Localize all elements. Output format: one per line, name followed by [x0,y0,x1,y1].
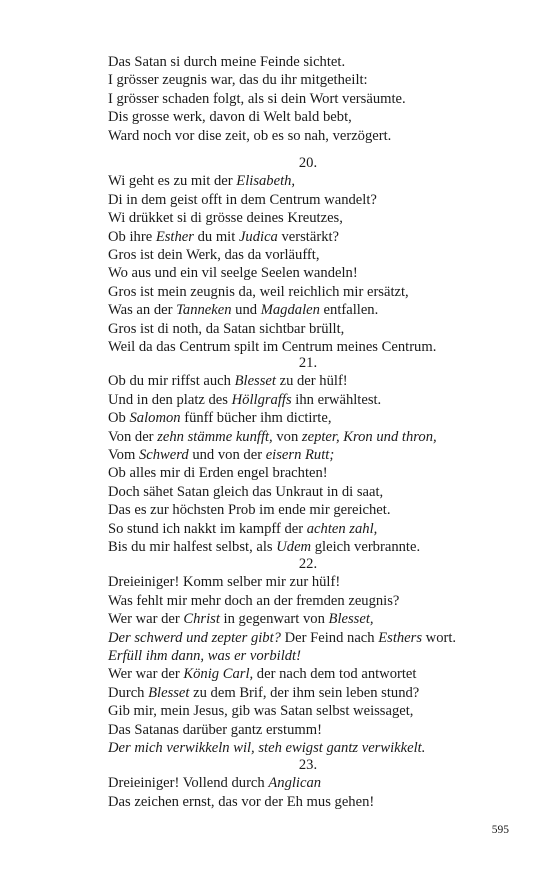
verse-line: Was an der Tanneken und Magdalen entfallen. [108,302,379,319]
verse-line: Was fehlt mir mehr doch an der fremden zeugnis? [108,592,400,609]
verse-line: Dis grosse werk, davon di Welt bald bebt, [108,109,352,126]
verse-line: Das zeichen ernst, das vor der Eh mus gehen! [108,793,375,810]
verse-line: Gros ist di noth, da Satan sichtbar brüllt, [108,320,345,337]
verse-line: Ob du mir riffst auch Blesset zu der hülf! [108,373,348,390]
verse-line: Und in den platz des Höllgraffs ihn erwähltest. [108,391,382,408]
stanza-20 [108,154,508,356]
verse-line: Wer war der Christ in gegenwart von Blesset, [108,611,374,628]
verse-line: Das Satanas darüber gantz erstumm! [108,721,322,738]
stanza-21 [108,354,508,556]
stanza-number: 23. [298,757,318,773]
verse-line: Weil da das Centrum spilt im Centrum meines Centrum. [108,338,437,355]
verse-line: Das Satan si durch meine Feinde sichtet. [108,54,346,70]
verse-line: Wi geht es zu mit der Elisabeth, [108,173,296,190]
intro-lines [108,53,508,145]
verse-line: Ward noch vor dise zeit, ob es so nah, verzögert. [108,127,392,144]
verse-line: Durch Blesset zu dem Brif, der ihm sein leben stund? [108,684,420,701]
stanza-22 [108,555,508,757]
verse-line: Ob ihre Esther du mit Judica verstärkt? [108,228,340,245]
verse-line: I grösser schaden folgt, als si dein Wort versäumte. [108,90,406,107]
verse-line: So stund ich nakkt im kampff der achten zahl, [108,520,378,537]
verse-line: Vom Schwerd und von der eisern Rutt; [108,446,335,463]
stanza-number: 21. [298,355,318,371]
verse-line: Wo aus und ein vil seelge Seelen wandeln! [108,265,358,282]
verse-line: Der mich verwikkeln wil, steh ewigst gantz verwikkelt. [108,739,426,756]
stanza-23 [108,756,508,811]
verse-line: Erfüll ihm dann, was er vorbildt! [108,647,301,664]
stanza-number: 20. [298,155,318,171]
verse-line: Wer war der König Carl, der nach dem tod antwortet [108,666,417,683]
stanza-number: 22. [298,556,318,572]
verse-line: Das es zur höchsten Prob im ende mir gereichet. [108,502,391,519]
verse-line: Ob Salomon fünff bücher ihm dictirte, [108,410,332,427]
verse-line: Dreieiniger! Komm selber mir zur hülf! [108,574,341,591]
verse-line: Doch sähet Satan gleich das Unkraut in di saat, [108,483,384,500]
verse-line: Ob alles mir di Erden engel brachten! [108,465,328,482]
verse-line: Von der zehn stämme kunfft, von zepter, Kron und thron, [108,428,437,445]
verse-line: Gros ist mein zeugnis da, weil reichlich mir ersätzt, [108,283,409,300]
verse-line: Di in dem geist offt in dem Centrum wandelt? [108,191,377,208]
verse-line: I grösser zeugnis war, das du ihr mitgetheilt: [108,72,368,89]
verse-line: Wi drükket si di grösse deines Kreutzes, [108,210,343,227]
verse-line: Gib mir, mein Jesus, gib was Satan selbst weissaget, [108,703,414,720]
verse-line: Der schwerd und zepter gibt? Der Feind nach Esthers wort. [108,629,457,646]
verse-line: Dreieiniger! Vollend durch Anglican [108,775,322,792]
page-number: 595 [491,824,509,836]
verse-line: Bis du mir halfest selbst, als Udem gleich verbrannte. [108,538,421,555]
verse-line: Gros ist dein Werk, das da vorläufft, [108,246,320,263]
